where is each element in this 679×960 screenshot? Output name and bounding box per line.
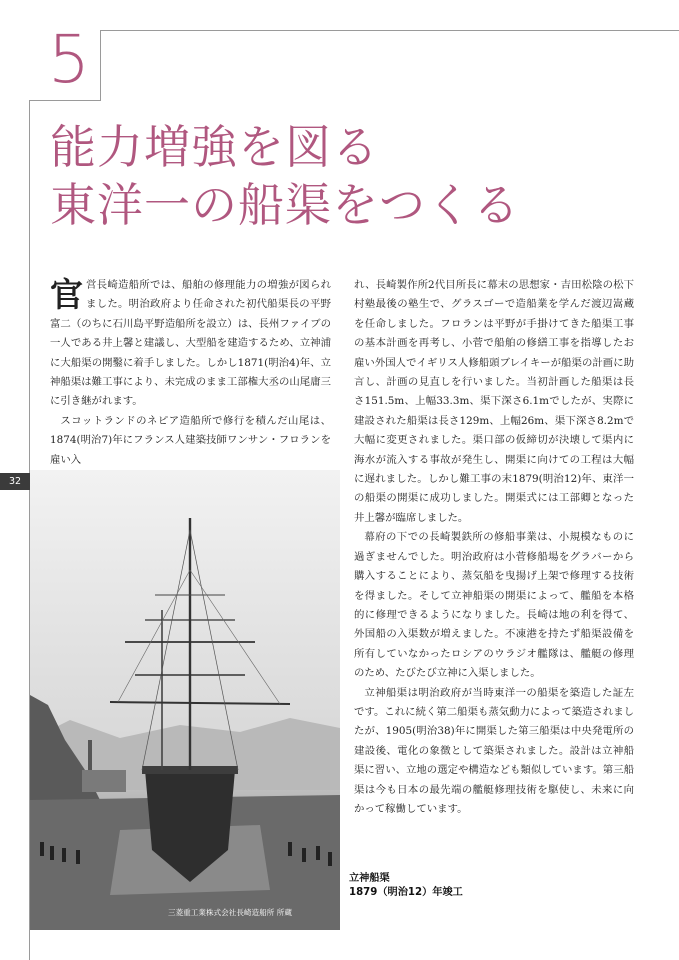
dry-dock-photo	[30, 470, 340, 930]
ship-in-dock-illustration	[30, 470, 340, 930]
page-number: 32	[0, 473, 30, 490]
body-right-column	[354, 276, 634, 819]
photo-credit: 三菱重工業株式会社長崎造船所 所蔵	[168, 908, 292, 917]
body-left-column	[50, 276, 331, 470]
paragraph: れ、長崎製作所2代目所長に幕末の思想家・吉田松陰の松下村塾最後の塾生で、グラスゴーで造船業を学んだ渡辺嵩蔵を任命しました。フロランは平野が手掛けてきた船渠工事の基本計画を再考し、小菅で船舶の修繕工事を指導したお雇い外国人でイギリス人修船頭ブレイキーが船渠の計画に助言し、計画の見直しを行いました。当初計画した船渠は長さ151.5m、上幅33.3m、渠下深さ6.1mでしたが、実際に建設された船渠は長さ129m、上幅26m、渠下深さ8.2mで大幅に変更されました。渠口部の仮締切が決壊して渠内に海水が流入する事故が発生し、開渠に向けての工程は大幅に遅れました。しかし難工事の末1879(明治12)年、東洋一の船渠の開渠に成功しました。開渠式には工部卿となった井上馨が臨席しました。	[354, 279, 634, 524]
caption-line-2: 1879（明治12）年竣工	[349, 887, 463, 898]
photo-caption	[349, 872, 463, 900]
paragraph	[50, 276, 331, 412]
paragraph-text: 営長崎造船所では、船舶の修理能力の増強が図られました。明治政府より任命された初代船渠長の平野富二（のちに石川島平野造船所を設立）は、長州ファイブの一人である井上馨と建議し、大型船を建造するため、立神浦に大船渠の開鑿に着手しました。しかし1871(明治4)年、立神船渠は難工事により、未完成のまま工部権大丞の山尾庸三に引き継がれます。	[50, 279, 331, 408]
paragraph: 幕府の下での長崎製鉄所の修船事業は、小規模なものに過ぎませんでした。明治政府は小菅修船場をグラバーから購入することにより、蒸気船を曳揚げ上架で修理する技術を得ました。そして立神船渠の開渠によって、艦船を本格的に修理できるようになりました。長崎は地の利を得て、外国船の入渠数が増えました。不凍港を持たず船渠設備を所有していなかったロシアのウラジオ艦隊は、艦艇の修理のため、たびたび立神に入渠しました。	[354, 531, 634, 680]
page-title	[50, 118, 670, 234]
title-line-2: 東洋一の船渠をつくる	[50, 178, 520, 232]
paragraph: 立神船渠は明治政府が当時東洋一の船渠を築造した証左です。これに続く第二船渠も蒸気動力によって築造されましたが、1905(明治38)年に開渠した第三船渠は中央発電所の建設後、電化の象徴として築渠されました。設計は立神船渠に習い、立地の選定や構造なども類似しています。第三船渠は今も日本の最先端の艦艇修理技術を駆使し、未来に向かって稼働しています。	[354, 686, 634, 815]
caption-line-1: 立神船渠	[349, 873, 390, 884]
paragraph: スコットランドのネピア造船所で修行を積んだ山尾は、1874(明治7)年にフランス人建築技師ワンサン・フロランを雇い入	[50, 414, 331, 466]
frame-top-rule	[100, 30, 679, 31]
dropcap: 官	[50, 275, 83, 314]
title-line-1: 能力増強を図る	[50, 120, 379, 174]
chapter-number: 5	[48, 21, 90, 98]
